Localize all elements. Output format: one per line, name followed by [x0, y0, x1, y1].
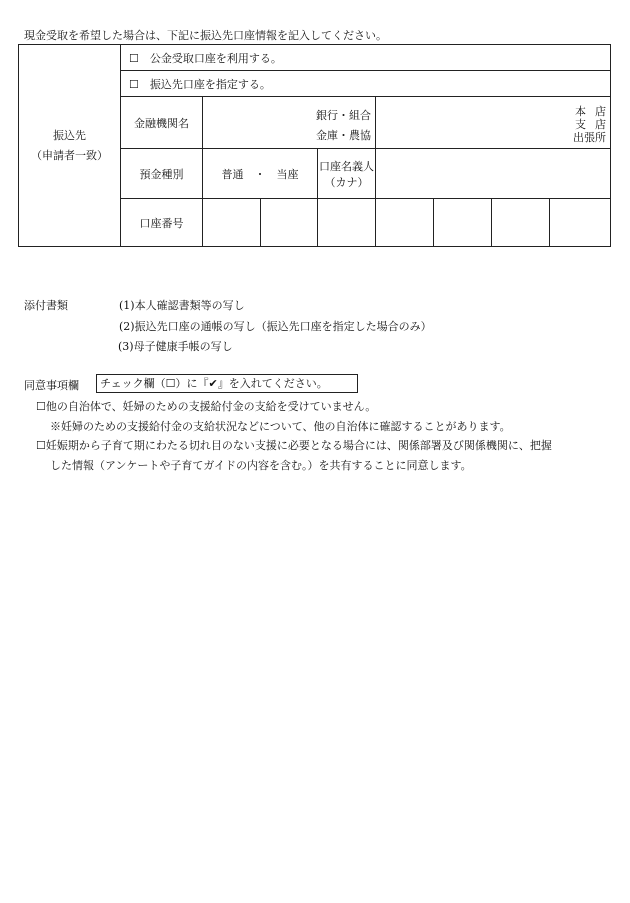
consent-instruction-box: チェック欄（☐）に『✔』を入れてください。: [96, 374, 358, 393]
deposit-type-options[interactable]: 普通 ・ 当座: [203, 149, 318, 199]
branch-type-main: 本店: [575, 105, 615, 118]
institution-types-line2: 金庫・農協: [316, 129, 371, 142]
account-digit-5[interactable]: [434, 199, 492, 247]
payee-label: 振込先: [53, 128, 86, 142]
consent-item-other-municipality[interactable]: ☐他の自治体で、妊婦のための支援給付金の支給を受けていません。: [36, 400, 377, 413]
branch-type-office: 出張所: [573, 131, 606, 144]
institution-name-field[interactable]: [203, 97, 376, 149]
payee-header-cell: [19, 45, 121, 247]
account-holder-label-line2: （カナ）: [324, 175, 369, 189]
attachment-item-1: (1)本人確認書類等の写し: [119, 299, 245, 312]
option-designated-account[interactable]: ☐ 振込先口座を指定する。: [121, 71, 611, 97]
attachment-item-3: (3)母子健康手帳の写し: [118, 340, 233, 353]
account-digit-6[interactable]: [492, 199, 550, 247]
account-holder-field[interactable]: [376, 149, 611, 199]
account-digit-4[interactable]: [376, 199, 434, 247]
institution-label: 金融機関名: [121, 97, 203, 149]
intro-text: 現金受取を希望した場合は、下記に振込先口座情報を記入してください。: [24, 29, 387, 42]
deposit-type-label: 預金種別: [121, 149, 203, 199]
account-digit-7[interactable]: [550, 199, 611, 247]
consent-item-info-sharing[interactable]: ☐妊娠期から子育て期にわたる切れ目のない支援に必要となる場合には、関係部署及び関係機関に、把握: [36, 439, 552, 452]
option-public-account[interactable]: ☐ 公金受取口座を利用する。: [121, 45, 611, 71]
account-digit-2[interactable]: [261, 199, 318, 247]
account-number-label: 口座番号: [121, 199, 203, 247]
payee-sublabel: （申請者一致）: [31, 148, 108, 162]
account-holder-label-line1: 口座名義人: [319, 159, 374, 173]
account-digit-1[interactable]: [203, 199, 261, 247]
branch-type-branch: 支店: [575, 118, 615, 131]
attachment-item-2: (2)振込先口座の通帳の写し（振込先口座を指定した場合のみ）: [119, 320, 432, 333]
attachments-label: 添付書類: [24, 299, 68, 312]
account-holder-label: [318, 149, 376, 199]
consent-item-info-sharing-cont: した情報（アンケートや子育てガイドの内容を含む。）を共有することに同意します。: [50, 459, 472, 472]
consent-label: 同意事項欄: [24, 379, 79, 392]
branch-name-field[interactable]: [376, 97, 615, 149]
payee-account-table: [18, 44, 615, 247]
account-digit-3[interactable]: [318, 199, 376, 247]
consent-item-note: ※妊婦のための支援給付金の支給状況などについて、他の自治体に確認することがあります。: [50, 420, 511, 433]
institution-types-line1: 銀行・組合: [316, 109, 371, 122]
